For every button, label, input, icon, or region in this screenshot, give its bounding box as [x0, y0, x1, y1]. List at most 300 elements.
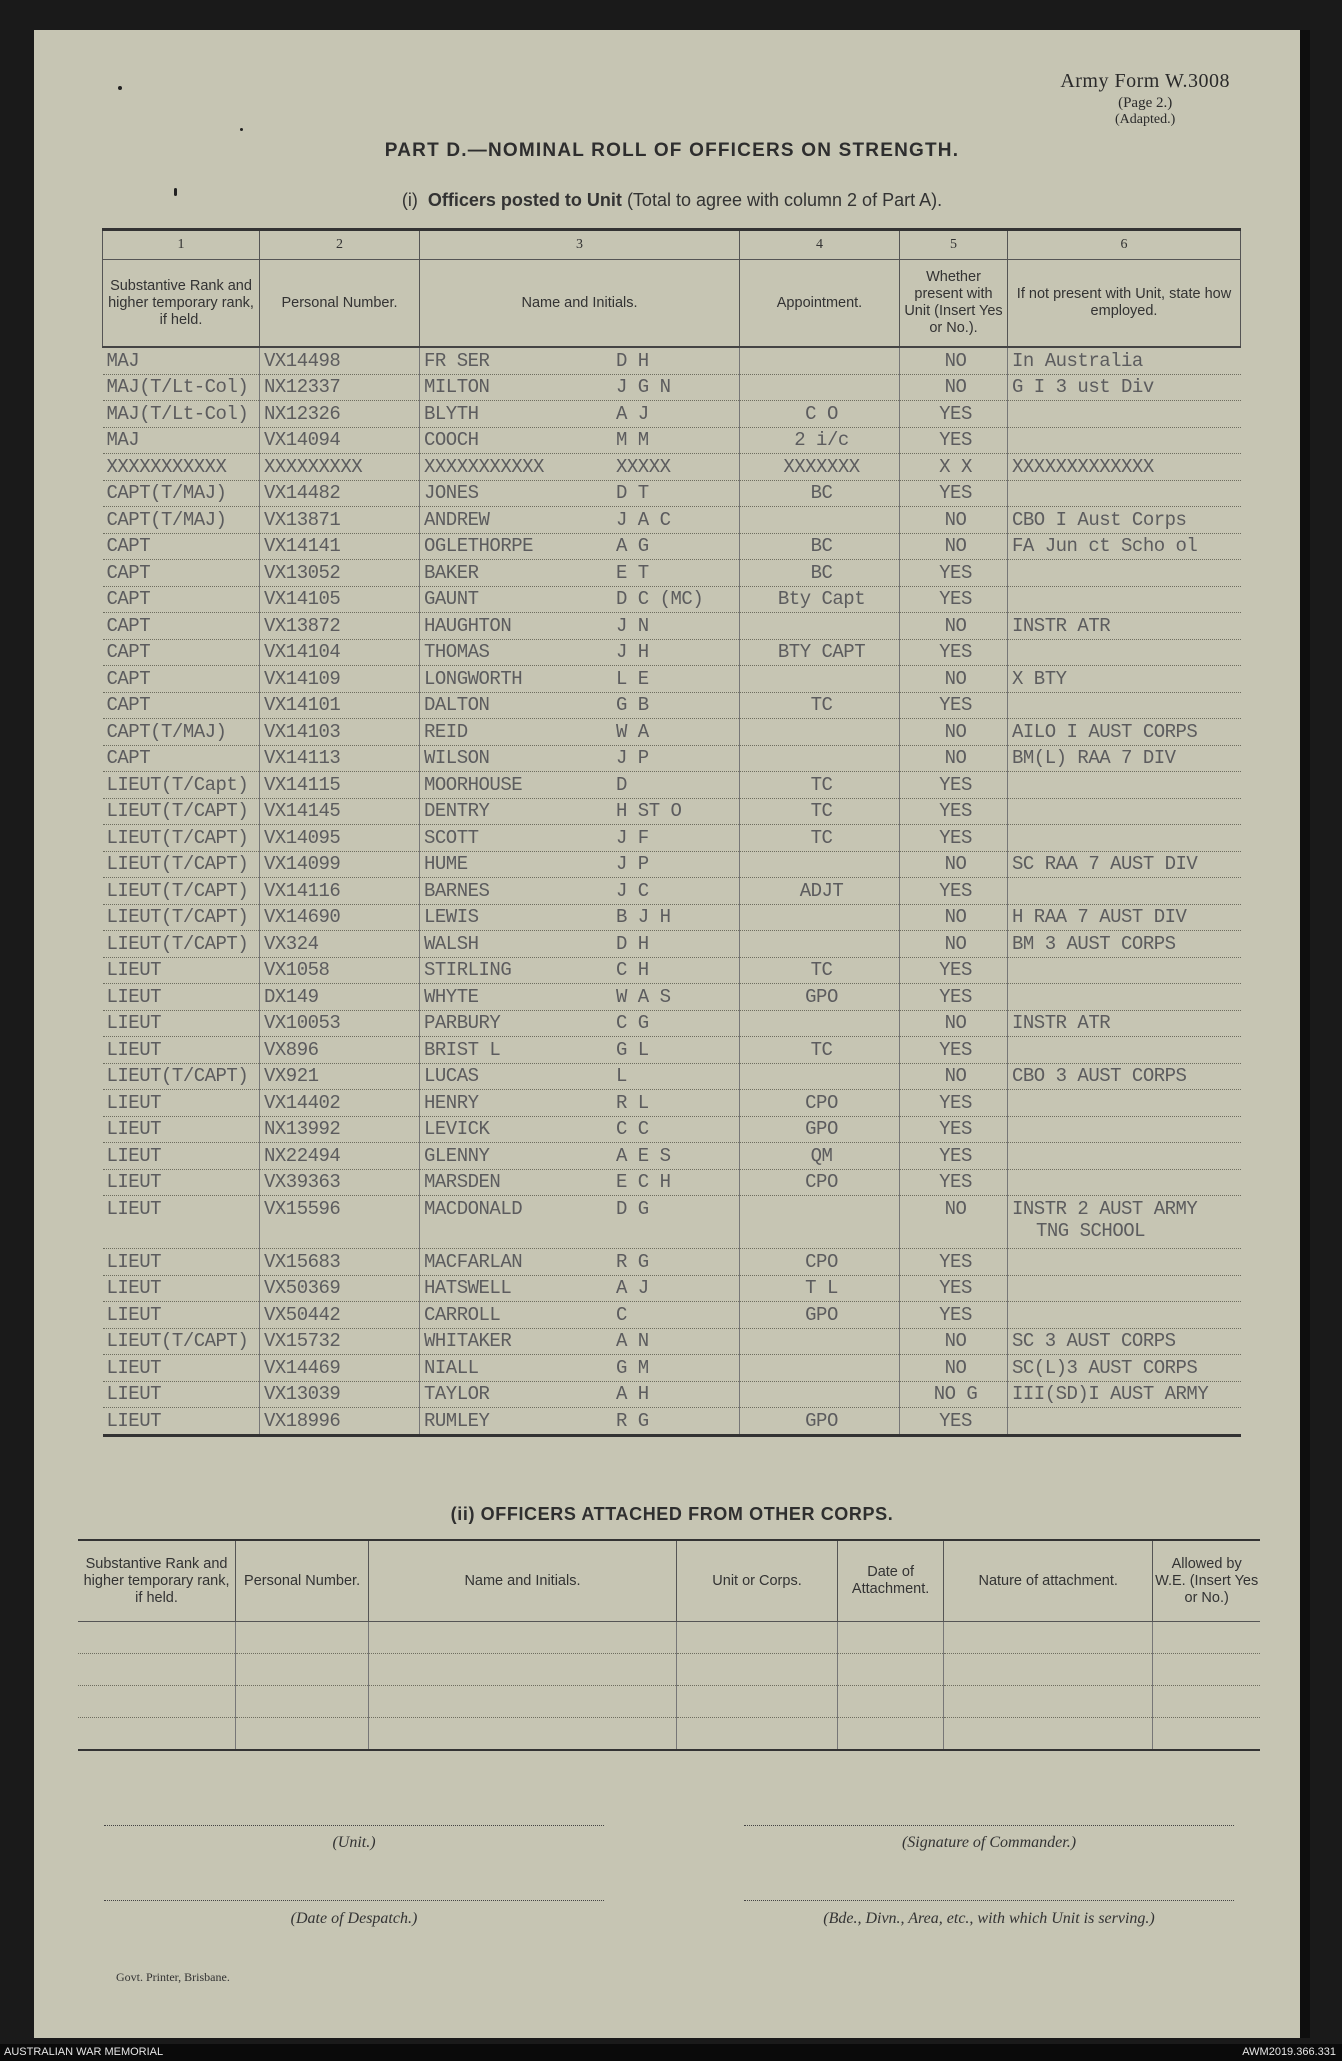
cell-appointment [740, 1355, 900, 1382]
cell-rank: LIEUT(T/CAPT) [103, 798, 260, 825]
cell-personal-number: VX14116 [260, 878, 420, 905]
cell-personal-number: NX22494 [260, 1143, 420, 1170]
blank-cell [676, 1654, 837, 1686]
officer-surname: MACFARLAN [424, 1250, 523, 1273]
column-number: 4 [740, 230, 900, 260]
table-row [103, 798, 1241, 825]
cell-name [420, 1116, 740, 1143]
cell-rank: LIEUT [103, 984, 260, 1011]
officer-surname: MOORHOUSE [424, 773, 523, 796]
cell-present: NO [900, 904, 1008, 931]
officer-surname: LEWIS [424, 906, 479, 929]
cell-personal-number: VX14105 [260, 586, 420, 613]
cell-appointment [740, 745, 900, 772]
cell-appointment: CPO [740, 1169, 900, 1196]
cell-appointment [740, 1010, 900, 1037]
cell-present: NO [900, 1010, 1008, 1037]
officer-surname: BRIST L [424, 1038, 501, 1061]
cell-employed [1008, 931, 1241, 958]
officer-initials: J C [616, 879, 649, 902]
officer-initials: G B [616, 694, 649, 717]
cell-present: YES [900, 1143, 1008, 1170]
blank-cell [676, 1718, 837, 1751]
serving-line [744, 1900, 1234, 1901]
cell-employed [1008, 560, 1241, 587]
cell-name [420, 1381, 740, 1408]
ink-spot [240, 128, 243, 131]
cell-rank: LIEUT [103, 1010, 260, 1037]
cell-rank: LIEUT(T/CAPT) [103, 1328, 260, 1355]
cell-rank: CAPT [103, 745, 260, 772]
cell-appointment [740, 374, 900, 401]
table-row [103, 347, 1241, 374]
cell-rank: CAPT [103, 586, 260, 613]
cell-employed [1008, 1196, 1241, 1249]
table-row [103, 1328, 1241, 1355]
cell-rank: CAPT(T/MAJ) [103, 719, 260, 746]
section-1-title [34, 190, 1310, 211]
employment-text: FA Jun ct Scho ol [1012, 535, 1198, 558]
cell-rank: CAPT(T/MAJ) [103, 480, 260, 507]
cell-employed [1008, 1037, 1241, 1064]
table-row [103, 745, 1241, 772]
cell-appointment: C O [740, 401, 900, 428]
officer-initials: D [616, 773, 627, 796]
header-rank: Substantive Rank and higher temporary rank, if held. [103, 260, 260, 348]
employment-text: XXXXXXXXXXXXX [1012, 455, 1154, 478]
form-adapted: (Adapted.) [1115, 112, 1176, 127]
cell-rank: LIEUT [103, 1116, 260, 1143]
cell-personal-number: VX14095 [260, 825, 420, 852]
blank-cell [236, 1622, 369, 1654]
cell-rank: MAJ(T/Lt-Col) [103, 401, 260, 428]
blank-cell [676, 1622, 837, 1654]
column-number-row [103, 230, 1241, 260]
table-row [103, 984, 1241, 1011]
archive-bar [0, 2044, 1342, 2061]
cell-personal-number: VX14113 [260, 745, 420, 772]
cell-present: NO [900, 666, 1008, 693]
cell-rank: LIEUT(T/CAPT) [103, 825, 260, 852]
cell-personal-number: NX13992 [260, 1116, 420, 1143]
officer-surname: LUCAS [424, 1065, 479, 1088]
cell-appointment [740, 613, 900, 640]
table-row [103, 931, 1241, 958]
cell-appointment [740, 347, 900, 374]
blank-cell [944, 1686, 1153, 1718]
column-number: 2 [260, 230, 420, 260]
cell-rank: MAJ [103, 427, 260, 454]
officer-surname: HAUGHTON [424, 614, 512, 637]
cell-present: NO [900, 719, 1008, 746]
officer-initials: J H [616, 641, 649, 664]
table-row [103, 957, 1241, 984]
cell-name [420, 1328, 740, 1355]
cell-appointment: QM [740, 1143, 900, 1170]
cell-appointment: BC [740, 560, 900, 587]
employment-text: BM(L) RAA 7 DIV [1012, 747, 1176, 770]
cell-employed [1008, 374, 1241, 401]
cell-rank: LIEUT [103, 1408, 260, 1436]
cell-personal-number: VX50442 [260, 1302, 420, 1329]
table-row [103, 480, 1241, 507]
employment-text: CBO 3 AUST CORPS [1012, 1065, 1187, 1088]
officer-initials: J A C [616, 508, 671, 531]
cell-name [420, 1275, 740, 1302]
cell-employed [1008, 719, 1241, 746]
cell-personal-number: VX14482 [260, 480, 420, 507]
officer-surname: GLENNY [424, 1144, 490, 1167]
cell-employed [1008, 1010, 1241, 1037]
employment-text: In Australia [1012, 349, 1143, 372]
cell-personal-number: VX50369 [260, 1275, 420, 1302]
blank-cell [369, 1654, 677, 1686]
cell-personal-number: XXXXXXXXX [260, 454, 420, 481]
officer-surname: REID [424, 720, 468, 743]
table-row [103, 427, 1241, 454]
cell-personal-number: VX13039 [260, 1381, 420, 1408]
cell-employed [1008, 1328, 1241, 1355]
cell-personal-number: VX14109 [260, 666, 420, 693]
cell-appointment [740, 719, 900, 746]
header-name: Name and Initials. [420, 260, 740, 348]
table-row [103, 904, 1241, 931]
form-identifier [1060, 70, 1230, 128]
cell-employed [1008, 480, 1241, 507]
officer-initials: R L [616, 1091, 649, 1114]
cell-employed [1008, 1063, 1241, 1090]
cell-name [420, 1249, 740, 1276]
table-row [103, 1090, 1241, 1117]
cell-present: NO [900, 1063, 1008, 1090]
cell-personal-number: VX18996 [260, 1408, 420, 1436]
table-row [103, 719, 1241, 746]
cell-present: YES [900, 798, 1008, 825]
table-row [103, 586, 1241, 613]
cell-personal-number: VX10053 [260, 1010, 420, 1037]
cell-employed [1008, 347, 1241, 374]
blank-cell [838, 1718, 944, 1751]
blank-cell [78, 1654, 236, 1686]
cell-name [420, 639, 740, 666]
cell-rank: LIEUT [103, 957, 260, 984]
cell-present: YES [900, 825, 1008, 852]
officer-initials: C H [616, 959, 649, 982]
cell-name [420, 692, 740, 719]
cell-employed [1008, 798, 1241, 825]
officer-surname: SCOTT [424, 826, 479, 849]
officer-initials: L [616, 1065, 627, 1088]
blank-cell [369, 1622, 677, 1654]
cell-name [420, 454, 740, 481]
cell-personal-number: NX12337 [260, 374, 420, 401]
cell-present: X X [900, 454, 1008, 481]
officer-initials: D H [616, 932, 649, 955]
cell-appointment: TC [740, 825, 900, 852]
cell-employed [1008, 666, 1241, 693]
cell-rank: CAPT [103, 639, 260, 666]
cell-appointment: TC [740, 957, 900, 984]
cell-present: YES [900, 984, 1008, 1011]
cell-name [420, 957, 740, 984]
cell-personal-number: VX39363 [260, 1169, 420, 1196]
part-title: PART D.—NOMINAL ROLL OF OFFICERS ON STRENGTH. [384, 140, 960, 161]
cell-employed [1008, 1090, 1241, 1117]
cell-appointment [740, 1381, 900, 1408]
cell-rank: CAPT [103, 613, 260, 640]
cell-present: NO [900, 507, 1008, 534]
cell-personal-number: VX14690 [260, 904, 420, 931]
cell-personal-number: VX15732 [260, 1328, 420, 1355]
cell-appointment: 2 i/c [740, 427, 900, 454]
form-sheet [34, 30, 1310, 2038]
table-row [103, 1355, 1241, 1382]
officer-initials: G L [616, 1038, 649, 1061]
cell-personal-number: VX921 [260, 1063, 420, 1090]
officer-surname: PARBURY [424, 1012, 501, 1035]
cell-name [420, 1196, 740, 1249]
cell-present: YES [900, 1116, 1008, 1143]
cell-employed [1008, 904, 1241, 931]
officer-surname: WHITAKER [424, 1330, 512, 1353]
section-2-title: (ii) OFFICERS ATTACHED FROM OTHER CORPS. [450, 1504, 894, 1524]
table-row [103, 1037, 1241, 1064]
cell-personal-number: VX15683 [260, 1249, 420, 1276]
employment-text: SC(L)3 AUST CORPS [1012, 1356, 1198, 1379]
cell-personal-number: VX14115 [260, 772, 420, 799]
cell-present: NO [900, 347, 1008, 374]
blank-cell [676, 1686, 837, 1718]
att-header-name: Name and Initials. [369, 1540, 677, 1622]
cell-employed [1008, 984, 1241, 1011]
cell-employed [1008, 772, 1241, 799]
officer-initials: A J [616, 402, 649, 425]
cell-name [420, 374, 740, 401]
cell-appointment [740, 1063, 900, 1090]
cell-name [420, 931, 740, 958]
table-row [103, 1143, 1241, 1170]
signature-label: (Signature of Commander.) [901, 1834, 1077, 1851]
cell-appointment: CPO [740, 1090, 900, 1117]
table-row [103, 1302, 1241, 1329]
officer-initials: XXXXX [616, 455, 671, 478]
cell-rank: LIEUT [103, 1169, 260, 1196]
cell-rank: MAJ(T/Lt-Col) [103, 374, 260, 401]
officer-surname: MACDONALD [424, 1198, 523, 1220]
blank-cell [369, 1718, 677, 1751]
cell-rank: MAJ [103, 347, 260, 374]
officer-surname: DALTON [424, 694, 490, 717]
unit-line [104, 1825, 604, 1826]
employment-text: INSTR ATR [1012, 614, 1111, 637]
cell-personal-number: VX14402 [260, 1090, 420, 1117]
cell-rank: LIEUT [103, 1381, 260, 1408]
cell-employed [1008, 1355, 1241, 1382]
table-row [103, 1169, 1241, 1196]
blank-cell [838, 1622, 944, 1654]
officer-initials: C G [616, 1012, 649, 1035]
cell-appointment [740, 507, 900, 534]
cell-employed [1008, 692, 1241, 719]
signature-line [744, 1825, 1234, 1826]
cell-name [420, 719, 740, 746]
attached-body [78, 1622, 1260, 1751]
officer-initials: A G [616, 535, 649, 558]
employment-text: SC RAA 7 AUST DIV [1012, 853, 1198, 876]
form-id: Army Form W.3008 [1060, 70, 1230, 92]
cell-present: YES [900, 1275, 1008, 1302]
officers-roll-table [102, 228, 1241, 1437]
cell-personal-number: VX14099 [260, 851, 420, 878]
section-1-note: (Total to agree with column 2 of Part A). [626, 190, 943, 210]
officer-initials: A H [616, 1383, 649, 1406]
cell-present: NO [900, 1355, 1008, 1382]
officer-surname: WILSON [424, 747, 490, 770]
cell-rank: CAPT(T/MAJ) [103, 507, 260, 534]
blank-cell [838, 1654, 944, 1686]
blank-row [78, 1718, 1260, 1751]
cell-appointment: GPO [740, 1116, 900, 1143]
header-employed: If not present with Unit, state how employed. [1008, 260, 1241, 348]
officer-surname: LONGWORTH [424, 667, 523, 690]
cell-present: YES [900, 1408, 1008, 1436]
cell-personal-number: VX14094 [260, 427, 420, 454]
blank-cell [1153, 1654, 1260, 1686]
cell-employed [1008, 533, 1241, 560]
table-row [103, 639, 1241, 666]
blank-cell [1153, 1622, 1260, 1654]
cell-personal-number: VX324 [260, 931, 420, 958]
cell-rank: CAPT [103, 560, 260, 587]
table-row [103, 507, 1241, 534]
cell-appointment: BC [740, 480, 900, 507]
table-row [103, 533, 1241, 560]
cell-name [420, 560, 740, 587]
cell-appointment: BTY CAPT [740, 639, 900, 666]
cell-appointment [740, 931, 900, 958]
officer-initials: M M [616, 429, 649, 452]
cell-name [420, 1355, 740, 1382]
cell-employed [1008, 639, 1241, 666]
cell-name [420, 507, 740, 534]
officer-surname: GAUNT [424, 588, 479, 611]
officer-initials: W A [616, 720, 649, 743]
cell-present: NO [900, 1328, 1008, 1355]
cell-appointment [740, 904, 900, 931]
cell-name [420, 904, 740, 931]
officer-surname: ANDREW [424, 508, 490, 531]
cell-personal-number: VX14469 [260, 1355, 420, 1382]
officer-initials: J P [616, 747, 649, 770]
cell-present: YES [900, 427, 1008, 454]
cell-name [420, 825, 740, 852]
cell-rank: LIEUT [103, 1355, 260, 1382]
cell-name [420, 772, 740, 799]
cell-personal-number: VX1058 [260, 957, 420, 984]
unit-label: (Unit.) [332, 1834, 376, 1851]
cell-present: NO [900, 613, 1008, 640]
cell-name [420, 427, 740, 454]
header-appointment: Appointment. [740, 260, 900, 348]
cell-rank: LIEUT [103, 1143, 260, 1170]
officer-initials: B J H [616, 906, 671, 929]
cell-name [420, 666, 740, 693]
officer-surname: NIALL [424, 1356, 479, 1379]
cell-present: NO [900, 374, 1008, 401]
officer-surname: BLYTH [424, 402, 479, 425]
cell-name [420, 613, 740, 640]
cell-appointment: T L [740, 1275, 900, 1302]
cell-employed [1008, 427, 1241, 454]
cell-present: YES [900, 586, 1008, 613]
cell-present: NO [900, 851, 1008, 878]
table-row [103, 1010, 1241, 1037]
blank-cell [944, 1718, 1153, 1751]
cell-appointment: ADJT [740, 878, 900, 905]
cell-appointment [740, 1328, 900, 1355]
table-row [103, 560, 1241, 587]
officer-surname: LEVICK [424, 1118, 490, 1141]
cell-rank: LIEUT(T/CAPT) [103, 851, 260, 878]
cell-employed [1008, 454, 1241, 481]
officer-initials: J P [616, 853, 649, 876]
form-page: (Page 2.) [1118, 95, 1173, 111]
column-number: 6 [1008, 230, 1241, 260]
cell-employed [1008, 1381, 1241, 1408]
cell-personal-number: VX14141 [260, 533, 420, 560]
cell-appointment [740, 851, 900, 878]
cell-present: NO [900, 533, 1008, 560]
cell-name [420, 878, 740, 905]
employment-text: G I 3 ust Div [1012, 376, 1154, 399]
cell-present: YES [900, 639, 1008, 666]
cell-present: NO G [900, 1381, 1008, 1408]
table-row [103, 1275, 1241, 1302]
cell-name [420, 851, 740, 878]
cell-name [420, 798, 740, 825]
table-row [103, 454, 1241, 481]
cell-employed [1008, 1249, 1241, 1276]
employment-text: SC 3 AUST CORPS [1012, 1330, 1176, 1353]
officer-initials: D H [616, 349, 649, 372]
attached-header-row [78, 1540, 1260, 1622]
cell-rank: CAPT [103, 692, 260, 719]
blank-cell [236, 1686, 369, 1718]
blank-cell [944, 1654, 1153, 1686]
cell-personal-number: NX12326 [260, 401, 420, 428]
officer-initials: C [616, 1303, 627, 1326]
att-header-nature: Nature of attachment. [944, 1540, 1153, 1622]
cell-present: YES [900, 878, 1008, 905]
cell-present: YES [900, 772, 1008, 799]
blank-cell [236, 1654, 369, 1686]
cell-name [420, 480, 740, 507]
officer-surname: MILTON [424, 376, 490, 399]
table-row [103, 613, 1241, 640]
cell-appointment: GPO [740, 984, 900, 1011]
employment-text: H RAA 7 AUST DIV [1012, 906, 1187, 929]
cell-employed [1008, 878, 1241, 905]
officer-initials: J N [616, 614, 649, 637]
header-personal-number: Personal Number. [260, 260, 420, 348]
cell-present: YES [900, 957, 1008, 984]
cell-personal-number: VX13871 [260, 507, 420, 534]
archive-name: AUSTRALIAN WAR MEMORIAL [4, 2046, 164, 2058]
cell-personal-number: VX13872 [260, 613, 420, 640]
employment-text: AILO I AUST CORPS [1012, 720, 1198, 743]
officer-initials: R G [616, 1409, 649, 1432]
employment-text: INSTR ATR [1012, 1012, 1111, 1035]
